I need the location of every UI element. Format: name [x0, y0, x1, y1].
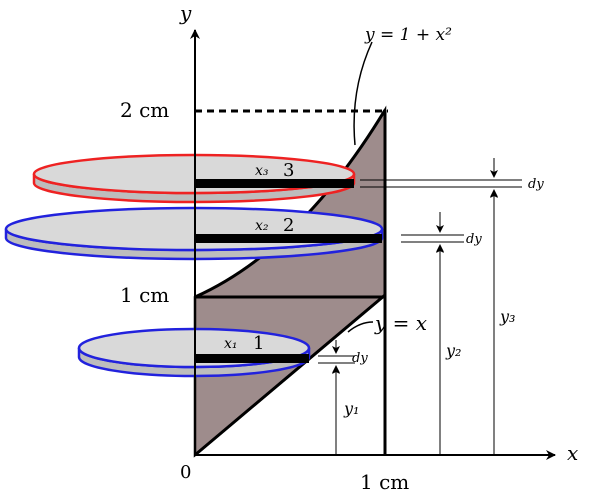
disk-2-x-label: x₂ — [255, 218, 269, 234]
y-tick-2cm: 2 cm — [120, 98, 170, 122]
origin-label: 0 — [180, 462, 192, 483]
x-tick-1cm: 1 cm — [360, 470, 410, 494]
y2-label: y₂ — [446, 341, 462, 360]
dy-marker-2 — [401, 212, 464, 262]
dy-label-2: dy — [466, 232, 482, 247]
disk-3-x-label: x₃ — [255, 163, 269, 179]
dy-label-3: dy — [528, 177, 544, 192]
disk-1-number: 1 — [253, 333, 265, 354]
disk-1-x-label: x₁ — [224, 336, 238, 352]
lower-line-label: y = x — [375, 311, 428, 335]
disk-2-number: 2 — [283, 215, 295, 236]
y-axis-label: y — [180, 1, 192, 25]
dy-label-1: dy — [352, 351, 368, 366]
y3-label: y₃ — [500, 307, 516, 326]
upper-curve-label: y = 1 + x² — [365, 25, 452, 45]
disk-3-number: 3 — [283, 160, 295, 181]
y1-label: y₁ — [344, 399, 360, 418]
curve-leader — [354, 42, 372, 145]
x-axis-label: x — [567, 441, 579, 465]
y-tick-1cm: 1 cm — [120, 283, 170, 307]
